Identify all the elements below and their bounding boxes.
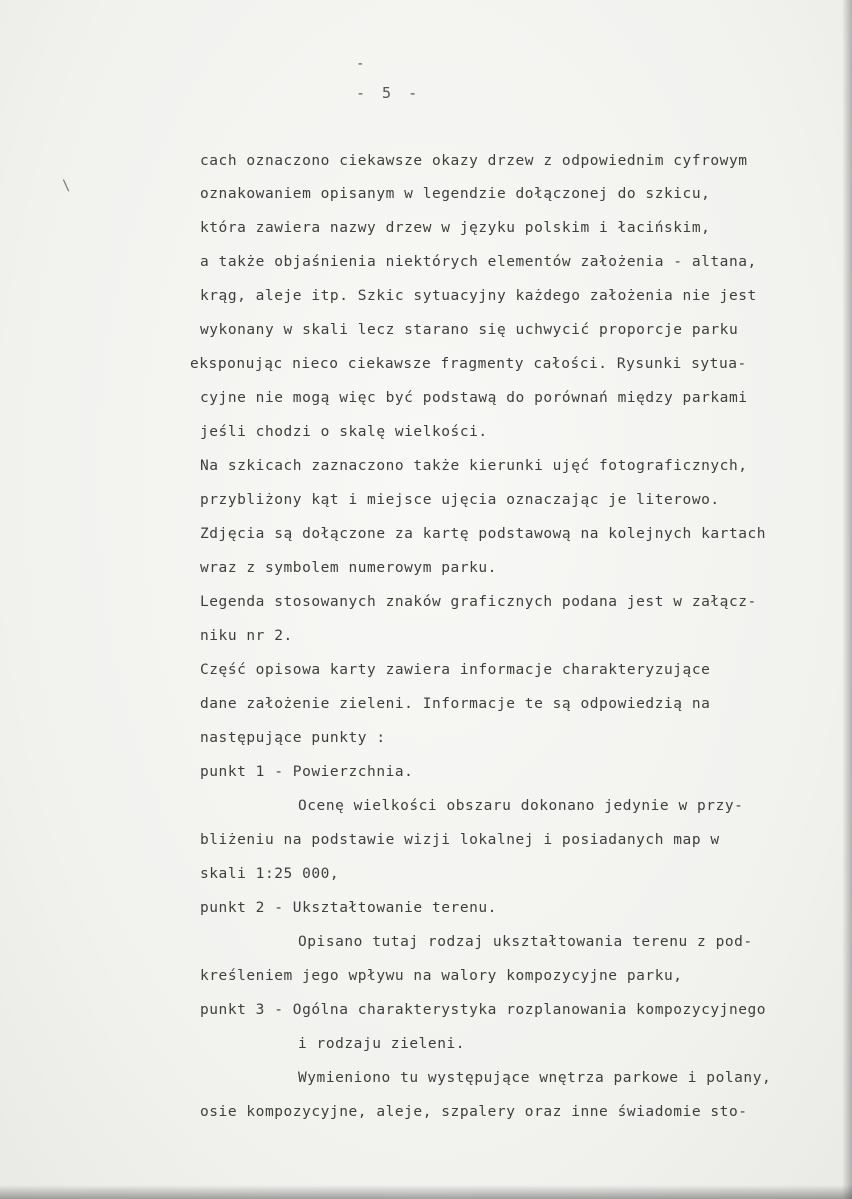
text-line: a także objaśnienia niektórych elementów założenia - altana,	[200, 254, 757, 270]
text-line: punkt 2 - Ukształtowanie terenu.	[200, 900, 497, 916]
page-number: - 5 -	[356, 84, 422, 102]
text-line: skali 1:25 000,	[200, 866, 340, 882]
text-line: dane założenie zieleni. Informacje te są odpowiedzią na	[200, 696, 711, 712]
page-edge-shadow-bottom	[0, 1185, 852, 1199]
text-line: Zdjęcia są dołączone za kartę podstawową na kolejnych kartach	[200, 526, 767, 542]
text-line: punkt 3 - Ogólna charakterystyka rozplanowania kompozycyjnego	[200, 1002, 767, 1018]
text-line: wykonany w skali lecz starano się uchwycić proporcje parku	[200, 322, 739, 338]
text-line: wraz z symbolem numerowym parku.	[200, 560, 497, 576]
text-line: krąg, aleje itp. Szkic sytuacyjny każdego założenia nie jest	[200, 288, 757, 304]
text-line: Część opisowa karty zawiera informacje charakteryzujące	[200, 662, 711, 678]
text-line: która zawiera nazwy drzew w języku polskim i łacińskim,	[200, 220, 711, 236]
text-line: i rodzaju zieleni.	[298, 1036, 466, 1052]
text-line: Ocenę wielkości obszaru dokonano jedynie w przy-	[298, 798, 744, 814]
text-line: Wymieniono tu występujące wnętrza parkowe i polany,	[298, 1070, 772, 1086]
text-line: Na szkicach zaznaczono także kierunki ujęć fotograficznych,	[200, 458, 748, 474]
text-line: oznakowaniem opisanym w legendzie dołączonej do szkicu,	[200, 186, 711, 202]
text-line: bliżeniu na podstawie wizji lokalnej i posiadanych map w	[200, 832, 720, 848]
text-line: niku nr 2.	[200, 628, 293, 644]
text-line: następujące punkty :	[200, 730, 386, 746]
text-line: cyjne nie mogą więc być podstawą do porównań między parkami	[200, 390, 748, 406]
text-line: osie kompozycyjne, aleje, szpalery oraz inne świadomie sto-	[200, 1104, 748, 1120]
text-line: Legenda stosowanych znaków graficznych podana jest w załącz-	[200, 594, 757, 610]
margin-mark: \	[62, 178, 71, 194]
text-line: cach oznaczono ciekawsze okazy drzew z odpowiednim cyfrowym	[200, 153, 748, 169]
page-edge-shadow-right	[842, 0, 852, 1199]
text-line: przybliżony kąt i miejsce ujęcia oznaczając je literowo.	[200, 492, 720, 508]
header-mark: -	[356, 56, 365, 72]
text-line: kreśleniem jego wpływu na walory kompozycyjne parku,	[200, 968, 683, 984]
text-line: jeśli chodzi o skalę wielkości.	[200, 424, 488, 440]
text-line: Opisano tutaj rodzaj ukształtowania terenu z pod-	[298, 934, 753, 950]
text-line: eksponując nieco ciekawsze fragmenty całości. Rysunki sytua-	[190, 356, 747, 372]
text-line: punkt 1 - Powierzchnia.	[200, 764, 414, 780]
